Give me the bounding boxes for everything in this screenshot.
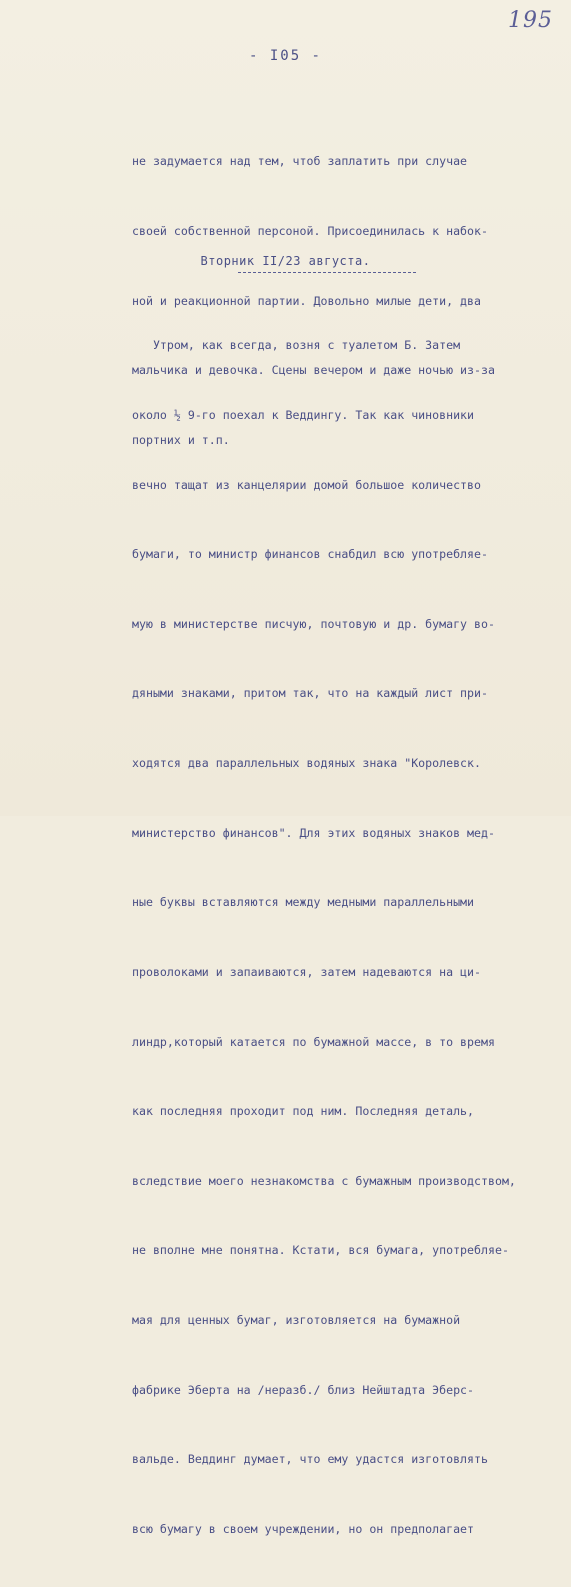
entry-heading: Вторник II/23 августа.: [200, 254, 371, 268]
text-line: вальде. Веддинг думает, что ему удастся изготовлять: [132, 1452, 488, 1467]
text-line: как последняя проходит под ним. Последняя деталь,: [132, 1104, 475, 1119]
text-line: фабрике Эберта на /неразб./ близ Нейштадта Эберс-: [132, 1382, 475, 1397]
text-line: министерство финансов". Для этих водяных знаков мед-: [132, 825, 495, 840]
folio-number: 195: [508, 8, 553, 33]
text-line: Утром, как всегда, возня с туалетом Б. Затем: [132, 338, 461, 353]
text-line: ной и реакционной партии. Довольно милые дети, два: [132, 293, 482, 308]
text-line: вечно тащат из канцелярии домой большое количество: [132, 477, 482, 492]
text-line: мальчика и девочка. Сцены вечером и даже ночью из-за: [132, 363, 495, 378]
text-line: линдр,который катается по бумажной массе, в то время: [132, 1034, 495, 1049]
text-line: ходятся два параллельных водяных знака "Королевск.: [132, 756, 482, 771]
paragraph-2: [132, 288, 532, 1587]
heading-underline: [238, 272, 416, 273]
text-line: около ½ 9-го поехал к Веддингу. Так как чиновники: [132, 408, 475, 423]
text-line: проволоками и запаиваются, затем надеваются на ци-: [132, 964, 482, 979]
text-line: не вполне мне понятна. Кстати, вся бумага, употребляе-: [132, 1243, 509, 1258]
text-line: портних и т.п.: [132, 432, 230, 447]
page-number: - I05 -: [248, 48, 322, 64]
text-line: мую в министерстве писчую, почтовую и др. бумагу во-: [132, 616, 495, 631]
text-line: бумаги, то министр финансов снабдил всю употребляе-: [132, 547, 488, 562]
text-line: всю бумагу в своем учреждении, но он предполагает: [132, 1521, 475, 1536]
text-line: своей собственной персоной. Присоединилась к набок-: [132, 224, 488, 239]
text-line: дяными знаками, притом так, что на каждый лист при-: [132, 686, 488, 701]
text-line: ные буквы вставляются между медными параллельными: [132, 895, 475, 910]
text-line: мая для ценных бумаг, изготовляется на бумажной: [132, 1312, 461, 1327]
text-line: не задумается над тем, чтоб заплатить при случае: [132, 154, 468, 169]
text-line: вследствие моего незнакомства с бумажным производством,: [132, 1173, 516, 1188]
